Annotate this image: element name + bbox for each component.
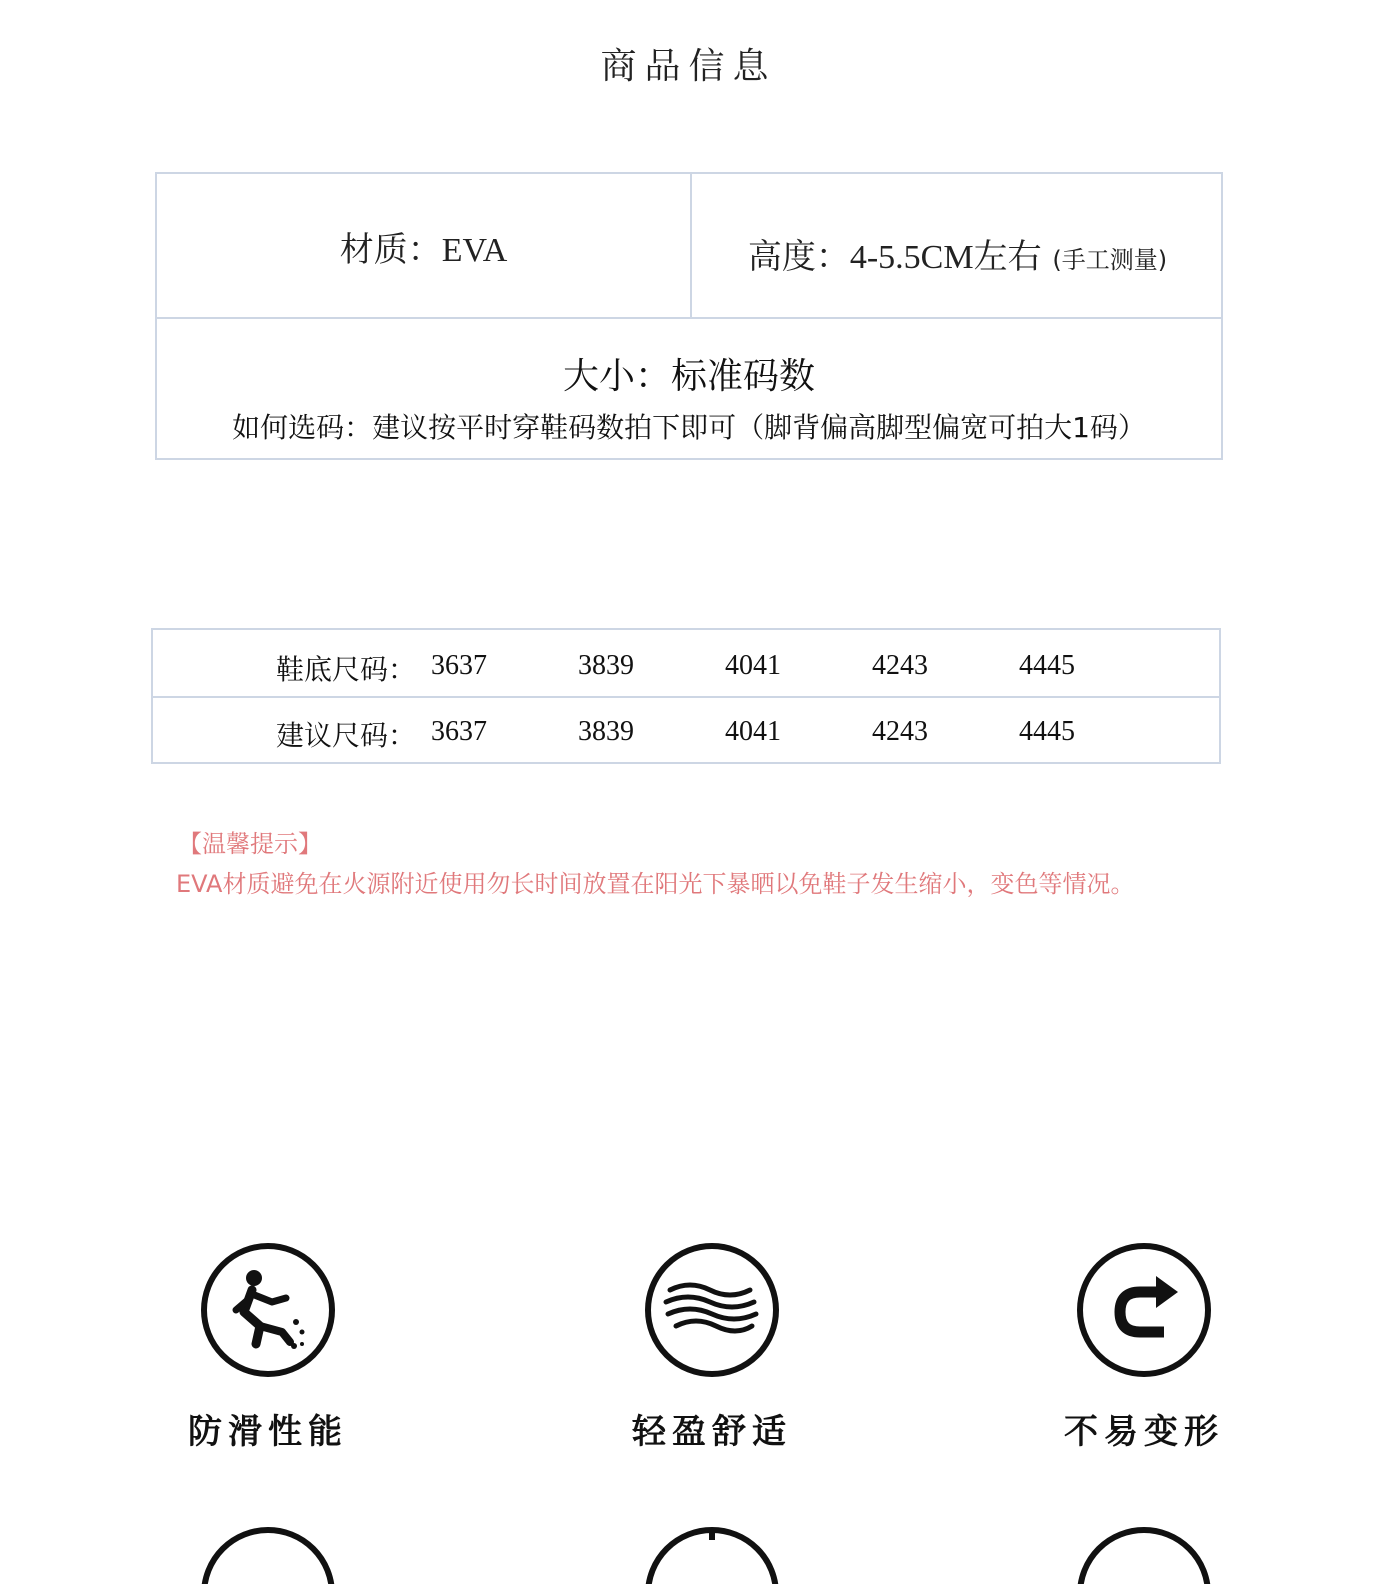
- feature-label: 轻盈舒适: [632, 1412, 792, 1452]
- feature-lightweight: [592, 1240, 832, 1453]
- size-value: 3839: [578, 716, 634, 747]
- row-label: 鞋底尺码：: [276, 653, 417, 686]
- height-value: 4-5.5CM: [849, 239, 974, 276]
- size-table: [151, 628, 1221, 764]
- size-value: 4041: [725, 650, 781, 681]
- size-value: 3839: [578, 650, 634, 681]
- return-arrow-icon: [1074, 1240, 1214, 1380]
- material-label: 材质：: [339, 230, 442, 270]
- tip-title: 【温馨提示】: [178, 830, 322, 858]
- table-row: [153, 696, 1219, 762]
- material-value: EVA: [441, 232, 508, 269]
- table-row: [153, 630, 1219, 696]
- partial-icon: [1074, 1524, 1214, 1584]
- divider: [157, 317, 1221, 319]
- size-value: 4243: [872, 716, 928, 747]
- height-label: 高度：: [747, 237, 850, 277]
- tip-text: EVA材质避免在火源附近使用勿长时间放置在阳光下暴晒以免鞋子发生缩小，变色等情况。: [176, 870, 1135, 898]
- row-label: 建议尺码：: [276, 719, 417, 752]
- size-value: 4041: [725, 716, 781, 747]
- partial-icon: [642, 1524, 782, 1584]
- material-cell: [157, 222, 690, 271]
- feature-label: 不易变形: [1064, 1412, 1224, 1452]
- size-value: 4243: [872, 650, 928, 681]
- size-value: 3637: [431, 650, 487, 681]
- wave-icon: [642, 1240, 782, 1380]
- feature-no-deform: [1024, 1240, 1264, 1453]
- product-info-table: [155, 172, 1223, 460]
- size-value: 4445: [1019, 716, 1075, 747]
- feature-label: 防滑性能: [188, 1412, 348, 1452]
- size-advice: 如何选码：建议按平时穿鞋码数拍下即可（脚背偏高脚型偏宽可拍大1码）: [232, 411, 1146, 444]
- size-value: 4445: [1019, 650, 1075, 681]
- feature-anti-slip: [148, 1240, 388, 1453]
- height-note: (手工测量): [1052, 246, 1168, 274]
- page-title: 商品信息: [600, 46, 777, 87]
- size-value: 3637: [431, 716, 487, 747]
- size-standard: 大小：标准码数: [562, 356, 815, 397]
- height-cell: [692, 229, 1223, 278]
- height-suffix: 左右: [973, 237, 1042, 277]
- slip-icon: [198, 1240, 338, 1380]
- partial-icon: [198, 1524, 338, 1584]
